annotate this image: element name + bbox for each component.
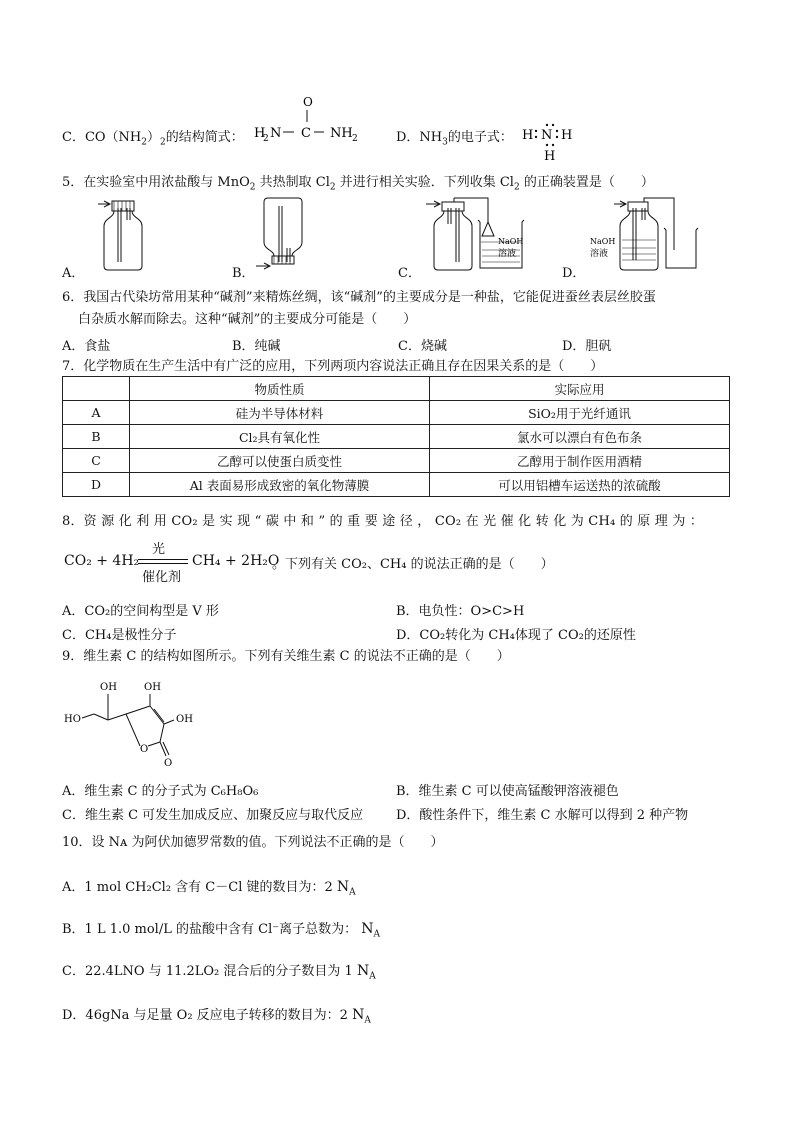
q9-option-a: A．维生素 C 的分子式为 C₆H₈O₆ (62, 784, 259, 799)
q8-option-c: C．CH₄是极性分子 (62, 628, 177, 643)
table-row (63, 425, 730, 449)
apparatus-c-label-2: 溶液 (498, 249, 517, 259)
eq-top: 光 (152, 542, 166, 557)
q10-option-b: B．1 L 1.0 mol/L 的盐酸中含有 Cl⁻离子总数为： $N_A$ (62, 921, 380, 940)
eq-right: CH₄ + 2H₂O (192, 553, 280, 569)
table-row (63, 401, 730, 425)
apparatus-d-label-1: NaOH (590, 237, 616, 246)
apparatus-c (422, 194, 532, 274)
table-cell: C (63, 449, 130, 473)
apparatus-d-label-2: 溶液 (590, 249, 609, 259)
table-cell: SiO₂用于光纤通讯 (430, 401, 730, 425)
vitamin-c-structure (60, 676, 210, 768)
q6-stem-line2: 白杂质水解而除去。这种“碱剂”的主要成分可能是（ ） (78, 312, 417, 327)
q5-option-c: C． (398, 266, 421, 281)
urea-structure (250, 92, 370, 150)
eq-bottom: 催化剂 (142, 570, 182, 585)
q5-stem: 5．在实验室中用浓盐酸与 MnO$_2$ 共热制取 $Cl_2$ 并进行相关实验．下列收集 $Cl_2$ 的正确装置是（ ） (62, 175, 654, 193)
q9-option-b: B．维生素 C 可以使高锰酸钾溶液褪色 (396, 784, 619, 799)
nh3-h1: H (522, 128, 534, 143)
urea-h: H (254, 126, 266, 141)
nh3-electron-formula (518, 120, 588, 168)
q6-stem-line1: 6．我国古代染坊常用某种“碱剂”来精炼丝绸，该“碱剂”的主要成分是一种盐，它能促进蚕丝表层丝胶蛋 (62, 290, 656, 305)
table-cell: 乙醇用于制作医用酒精 (430, 449, 730, 473)
apparatus-c-label-1: NaOH (498, 237, 524, 246)
apparatus-b (252, 196, 312, 272)
apparatus-d (588, 194, 700, 274)
urea-o: O (303, 95, 313, 109)
vc-o-ring: O (140, 744, 149, 755)
q4c-label: C．$CO(NH_2)_2$的结构简式： (62, 130, 244, 148)
urea-nh: NH (330, 126, 353, 141)
q9-stem: 9．维生素 C 的结构如图所示。下列有关维生素 C 的说法不正确的是（ ） (62, 649, 510, 664)
table-header-cell: 物质性质 (130, 377, 430, 401)
nh3-h3: H (544, 149, 556, 164)
q8-option-a: A．CO₂的空间构型是 V 形 (62, 604, 219, 619)
table-row (63, 473, 730, 497)
q6-option-c: C．烧碱 (398, 339, 447, 354)
urea-c: C (301, 126, 311, 141)
q9-option-d: D．酸性条件下，维生素 C 水解可以得到 2 种产物 (396, 808, 689, 823)
table-header-row (63, 377, 730, 401)
q4-option-c (62, 126, 244, 148)
vc-ho: HO (64, 714, 81, 725)
table-cell: D (63, 473, 130, 497)
nh3-h2: H (561, 128, 573, 143)
vc-oh1: OH (100, 682, 117, 693)
eq-left: CO₂ + 4H₂ (64, 553, 140, 569)
table-cell: 氯水可以漂白有色布条 (430, 425, 730, 449)
table-header-cell: 实际应用 (430, 377, 730, 401)
table-cell: B (63, 425, 130, 449)
q10-stem: 10．设 Nᴀ 为阿伏加德罗常数的值。下列说法不正确的是（ ） (62, 835, 444, 850)
q6-option-d: D．胆矾 (562, 339, 612, 354)
q4-option-d: D．$NH_3$的电子式： (396, 130, 513, 148)
table-row (63, 449, 730, 473)
q5-option-d: D． (562, 266, 586, 281)
table-cell: A (63, 401, 130, 425)
q7-table (62, 376, 730, 497)
q9-option-c: C．维生素 C 可发生加成反应、加聚反应与取代反应 (62, 808, 364, 823)
table-cell: Al 表面易形成致密的氧化物薄膜 (130, 473, 430, 497)
eq-arrow (138, 559, 188, 564)
vc-oh3: OH (176, 714, 193, 725)
q6-option-a: A．食盐 (62, 339, 111, 354)
vc-o-carb: O (164, 758, 173, 768)
urea-h-sub: 2 (263, 134, 269, 144)
q5-option-a: A． (62, 266, 85, 281)
q5-option-b: B． (232, 266, 255, 281)
table-cell: 乙醇可以使蛋白质变性 (130, 449, 430, 473)
q10-option-d: D．46gNa 与足量 O₂ 反应电子转移的数目为：2 $N_A$ (62, 1007, 371, 1026)
table-cell: 可以用铝槽车运送热的浓硫酸 (430, 473, 730, 497)
q6-option-b: B．纯碱 (232, 339, 281, 354)
q7-stem: 7．化学物质在生产生活中有广泛的应用，下列两项内容说法正确且存在因果关系的是（ ） (62, 359, 604, 374)
urea-nh-sub: 2 (352, 134, 358, 144)
urea-n: N (270, 126, 282, 141)
vc-oh2: OH (144, 682, 161, 693)
q10-option-a: A．1 mol CH₂Cl₂ 含有 C－Cl 键的数目为：2 $N_A$ (62, 879, 356, 898)
table-cell: Cl₂具有氧化性 (130, 425, 430, 449)
apparatus-a (90, 196, 150, 272)
table-cell: 硅为半导体材料 (130, 401, 430, 425)
nh3-n: N (541, 128, 553, 143)
q8-option-b: B．电负性：O>C>H (396, 604, 525, 619)
table-header-cell (63, 377, 130, 401)
q10-option-c: C．22.4LNO 与 11.2LO₂ 混合后的分子数目为 1 $N_A$ (62, 963, 376, 982)
q8-stem: 8．资 源 化 利 用 CO₂ 是 实 现 “ 碳 中 和 ” 的 重 要 途 径 ， CO₂ 在 光 催 化 转 化 为 CH₄ 的 原 理 为 ： (62, 514, 704, 529)
q8-option-d: D．CO₂转化为 CH₄体现了 CO₂的还原性 (396, 628, 636, 643)
eq-tail: 。下列有关 CO₂、CH₄ 的说法正确的是（ ） (272, 557, 554, 572)
